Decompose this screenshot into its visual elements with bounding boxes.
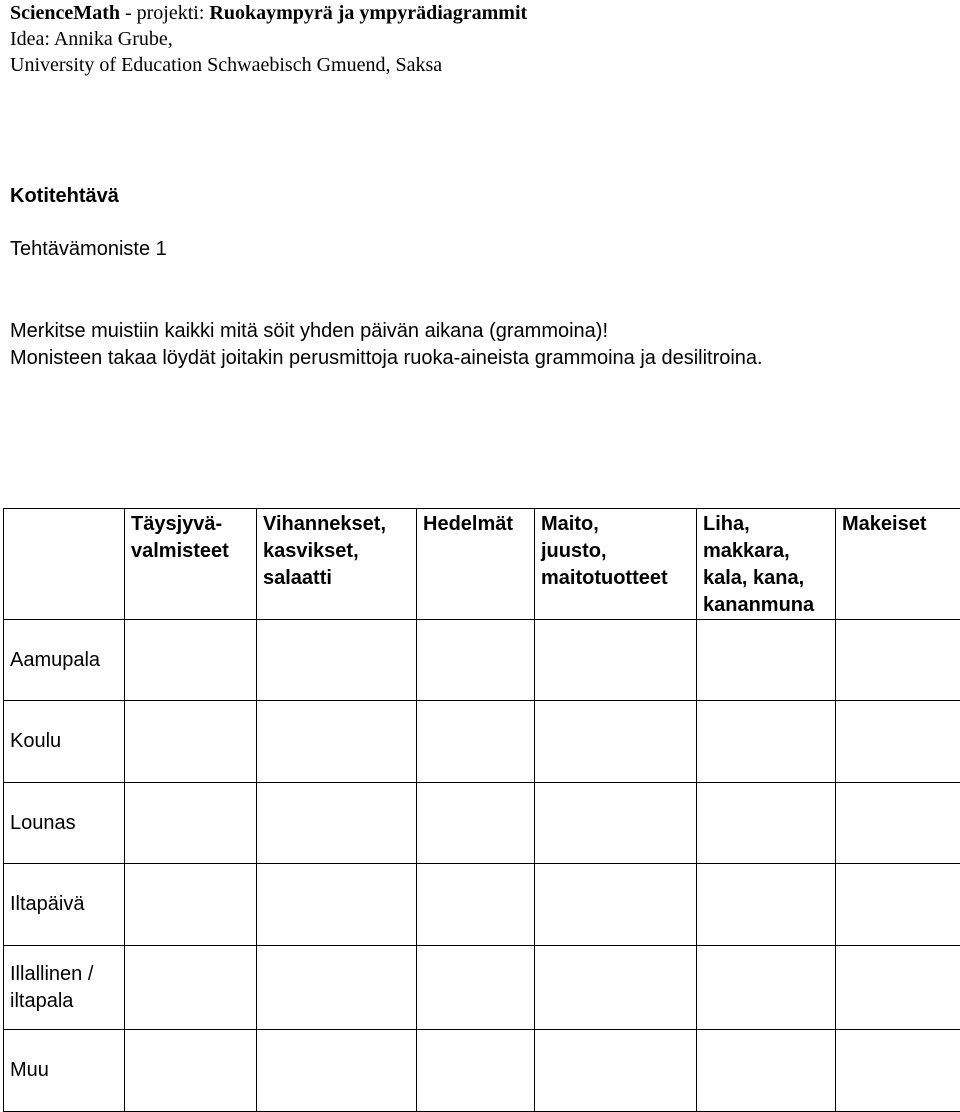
row-label-school: Koulu (4, 701, 125, 783)
entry-cell[interactable] (697, 783, 836, 864)
entry-cell[interactable] (125, 946, 257, 1030)
entry-cell[interactable] (697, 864, 836, 946)
row-label-dinner: Illallinen / iltapala (4, 946, 125, 1030)
table-row-other (4, 1030, 960, 1112)
entry-cell[interactable] (417, 946, 535, 1030)
row-label-breakfast: Aamupala (4, 620, 125, 701)
entry-cell[interactable] (836, 701, 960, 783)
table-row-lunch (4, 783, 960, 864)
column-header-meat: Liha, makkara, kala, kana, kananmuna (697, 509, 836, 620)
entry-cell[interactable] (417, 701, 535, 783)
entry-cell[interactable] (125, 620, 257, 701)
entry-cell[interactable] (257, 946, 417, 1030)
header-row (4, 509, 960, 620)
column-header-whole-grain: Täysjyvä- valmisteet (125, 509, 257, 620)
entry-cell[interactable] (125, 701, 257, 783)
table-row-school (4, 701, 960, 783)
project-prefix: - projekti: (120, 2, 209, 24)
entry-cell[interactable] (417, 620, 535, 701)
entry-cell[interactable] (125, 1030, 257, 1112)
entry-cell[interactable] (125, 864, 257, 946)
entry-cell[interactable] (535, 620, 697, 701)
row-label-afternoon: Iltapäivä (4, 864, 125, 946)
column-header-vegetables: Vihannekset, kasvikset, salaatti (257, 509, 417, 620)
corner-cell (4, 509, 125, 620)
idea-line: Idea: Annika Grube, (10, 26, 527, 52)
entry-cell[interactable] (535, 701, 697, 783)
table-row-afternoon (4, 864, 960, 946)
project-brand: ScienceMath (10, 2, 120, 24)
table-row-breakfast (4, 620, 960, 701)
entry-cell[interactable] (257, 620, 417, 701)
instruction-line-1: Merkitse muistiin kaikki mitä söit yhden päivän aikana (grammoina)! (10, 318, 763, 345)
column-header-dairy: Maito, juusto, maitotuotteet (535, 509, 697, 620)
entry-cell[interactable] (535, 864, 697, 946)
entry-cell[interactable] (535, 783, 697, 864)
instruction-line-2: Monisteen takaa löydät joitakin perusmittoja ruoka-aineista grammoina ja desilitroina. (10, 345, 763, 372)
row-label-other: Muu (4, 1030, 125, 1112)
institution-line: University of Education Schwaebisch Gmuend, Saksa (10, 52, 527, 78)
instructions (10, 318, 763, 372)
project-title: Ruokaympyrä ja ympyrädiagrammit (209, 2, 527, 24)
column-header-fruits: Hedelmät (417, 509, 535, 620)
entry-cell[interactable] (697, 1030, 836, 1112)
entry-cell[interactable] (836, 620, 960, 701)
entry-cell[interactable] (257, 864, 417, 946)
entry-cell[interactable] (836, 946, 960, 1030)
entry-cell[interactable] (836, 783, 960, 864)
entry-cell[interactable] (257, 1030, 417, 1112)
project-line (10, 0, 527, 26)
document-header (10, 0, 527, 78)
entry-cell[interactable] (257, 783, 417, 864)
entry-cell[interactable] (417, 864, 535, 946)
entry-cell[interactable] (697, 620, 836, 701)
entry-cell[interactable] (836, 864, 960, 946)
section-title: Kotitehtävä (10, 185, 119, 208)
row-label-lunch: Lounas (4, 783, 125, 864)
entry-cell[interactable] (697, 701, 836, 783)
food-log-table (3, 508, 960, 1112)
entry-cell[interactable] (697, 946, 836, 1030)
entry-cell[interactable] (257, 701, 417, 783)
entry-cell[interactable] (836, 1030, 960, 1112)
entry-cell[interactable] (417, 1030, 535, 1112)
entry-cell[interactable] (417, 783, 535, 864)
entry-cell[interactable] (535, 1030, 697, 1112)
entry-cell[interactable] (125, 783, 257, 864)
column-header-sweets: Makeiset (836, 509, 960, 620)
worksheet-title: Tehtävämoniste 1 (10, 238, 167, 261)
table-row-dinner (4, 946, 960, 1030)
entry-cell[interactable] (535, 946, 697, 1030)
